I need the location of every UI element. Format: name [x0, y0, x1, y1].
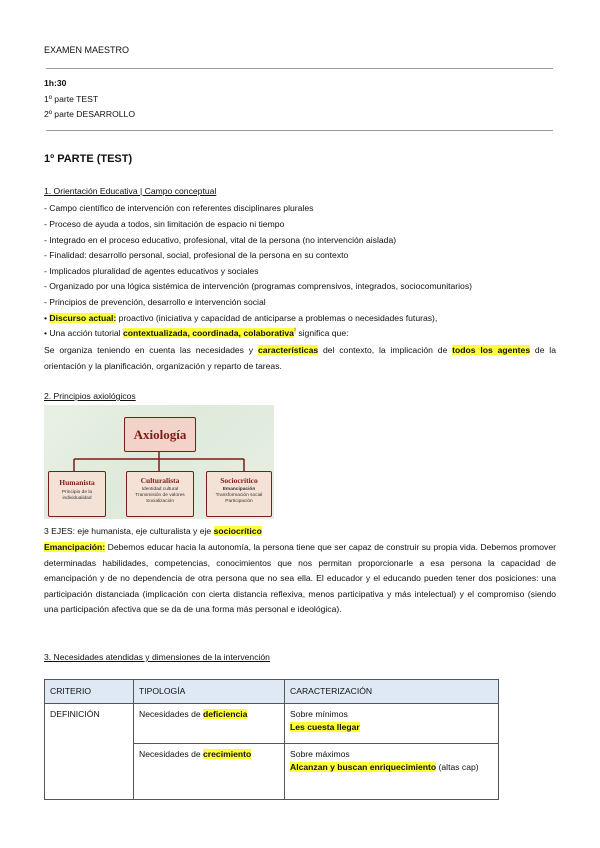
- accion-suffix: significa que:: [295, 328, 349, 338]
- diagram-top-label: Axiología: [133, 427, 187, 442]
- highlight-deficiencia: deficiencia: [203, 709, 248, 719]
- exam-duration: 1h:30: [44, 78, 67, 88]
- document-title: EXAMEN MAESTRO: [44, 45, 130, 55]
- diagram-right-sub-bold: Emancipación: [222, 487, 256, 492]
- table-header-cell: [285, 680, 499, 704]
- diagram-mid-sub: Identidad cultural: [141, 487, 179, 492]
- header-caracterizacion: CARACTERIZACIÓN: [290, 686, 373, 696]
- axiology-diagram: [44, 405, 274, 519]
- topic-1-bullet: - Proceso de ayuda a todos, sin limitación de espacio ni tiempo: [44, 219, 285, 229]
- accion-prefix: Una acción tutorial: [49, 328, 123, 338]
- table-header-cell: [134, 680, 285, 704]
- diagram-right-sub: Participación: [225, 499, 253, 504]
- diagram-mid-title: Culturalista: [140, 476, 180, 485]
- tipologia-prefix: Necesidades de: [139, 709, 204, 719]
- paragraph-text: de la orientación y la planificación, organización y reparto de tareas.: [44, 345, 557, 371]
- caracterizacion-line: Sobre mínimos: [290, 709, 348, 719]
- diagram-left-sub: individualidad: [62, 496, 92, 501]
- table-row: [45, 704, 499, 744]
- highlight-caracteristicas: características: [257, 345, 319, 355]
- discurso-line: [44, 313, 437, 323]
- highlight-enriquecimiento: Alcanzan y buscan enriquecimiento: [290, 762, 437, 772]
- emancipacion-paragraph: [44, 540, 556, 618]
- topic-1-bullet: - Implicados pluralidad de agentes educativos y sociales: [44, 266, 259, 276]
- topic-2-heading: 2. Principios axiológicos: [44, 391, 136, 401]
- diagram-left-sub: Principio de la: [61, 490, 93, 495]
- exam-part-2: 2º parte DESARROLLO: [44, 109, 136, 119]
- context-paragraph: [44, 343, 556, 374]
- criterio-value: DEFINICIÓN: [50, 709, 100, 719]
- diagram-mid-sub: Transmisión de valores: [135, 493, 185, 498]
- header-tipologia: TIPOLOGÍA: [139, 686, 186, 696]
- discurso-label: Discurso actual:: [49, 313, 117, 323]
- divider: [46, 68, 553, 69]
- topic-3-heading: 3. Necesidades atendidas y dimensiones de la intervención: [44, 652, 270, 662]
- topic-1-bullet: - Organizado por una lógica sistémica de intervención (programas comprensivos, integrados, sociocomunitarios): [44, 281, 472, 291]
- diagram-mid-sub: Socialización: [146, 499, 174, 504]
- paragraph-text: del contexto, la implicación de: [318, 345, 453, 355]
- topic-1-bullet: - Principios de prevención, desarrollo e intervención social: [44, 297, 266, 307]
- discurso-text: proactivo (iniciativa y capacidad de anticiparse a problemas o necesidades futuras),: [116, 313, 438, 323]
- highlight-agentes: todos los agentes: [452, 345, 531, 355]
- table-cell: [285, 704, 499, 744]
- table-cell: [45, 704, 134, 800]
- bullet-dot-icon: •: [44, 313, 50, 323]
- divider: [46, 130, 553, 131]
- topic-1-bullet: - Campo científico de intervención con referentes disciplinares plurales: [44, 203, 314, 213]
- diagram-mid-box: [126, 471, 194, 517]
- emancipacion-text: Debemos educar hacia la autonomía, la persona tiene que ser capaz de construir su propia vida. Debemos promover determinadas habilidades, competencias, conocimientos que nos permitan proporcionarle a esa persona la capacidad de emancipación y de no dependencia de otra persona que no sea ella. El educador y el educando pueden tener dos posiciones: una participación distanciada (implicación con cierta distancia reflexiva, menos participativa y más intelectual) y el compromiso (siendo una participación afectiva que se da de una forma más personal e ideológica).: [44, 542, 556, 615]
- diagram-right-sub: Transformación social: [215, 493, 263, 498]
- topic-1-bullet: - Integrado en el proceso educativo, profesional, vital de la persona (no intervención aislada): [44, 235, 397, 245]
- accion-line: [44, 328, 349, 338]
- needs-table: [44, 679, 499, 800]
- tipologia-value: [134, 744, 284, 765]
- table-cell: [285, 744, 499, 800]
- caracterizacion-value: [285, 744, 498, 778]
- table-header-row: [45, 680, 499, 704]
- topic-1-heading: 1. Orientación Educativa | Campo conceptual: [44, 186, 217, 196]
- highlight-cuesta-llegar: Les cuesta llegar: [290, 722, 360, 732]
- highlight-crecimiento: crecimiento: [203, 749, 252, 759]
- table-cell: [134, 704, 285, 744]
- exam-part-1: 1º parte TEST: [44, 94, 99, 104]
- tipologia-prefix: Necesidades de: [139, 749, 204, 759]
- emancipacion-label: Emancipación:: [44, 542, 106, 552]
- diagram-top-box: [124, 417, 196, 452]
- diagram-right-box: [206, 471, 272, 517]
- footnote-marker: ¹: [293, 328, 296, 335]
- table-header-cell: [45, 680, 134, 704]
- section-title: 1º PARTE (TEST): [44, 153, 133, 165]
- ejes-line: [44, 526, 262, 536]
- caracterizacion-suffix: (altas cap): [436, 762, 479, 772]
- paragraph-text: Se organiza teniendo en cuenta las necesidades y: [44, 345, 258, 355]
- diagram-left-box: [48, 471, 106, 517]
- diagram-right-title: Sociocrítico: [220, 476, 258, 485]
- header-criterio: CRITERIO: [50, 686, 92, 696]
- ejes-text: 3 EJES: eje humanista, eje culturalista y eje: [44, 526, 214, 536]
- diagram-left-title: Humanista: [59, 478, 95, 487]
- topic-1-bullet: - Finalidad: desarrollo personal, social, profesional de la persona en su contexto: [44, 250, 349, 260]
- accion-highlight: contextualizada, coordinada, colaborativa: [122, 328, 294, 338]
- highlight-sociocritico: sociocrítico: [213, 526, 262, 536]
- caracterizacion-line: Sobre máximos: [290, 749, 350, 759]
- caracterizacion-value: [285, 704, 498, 738]
- tipologia-value: [134, 704, 284, 725]
- table-cell: [134, 744, 285, 800]
- bullet-dot-icon: •: [44, 328, 50, 338]
